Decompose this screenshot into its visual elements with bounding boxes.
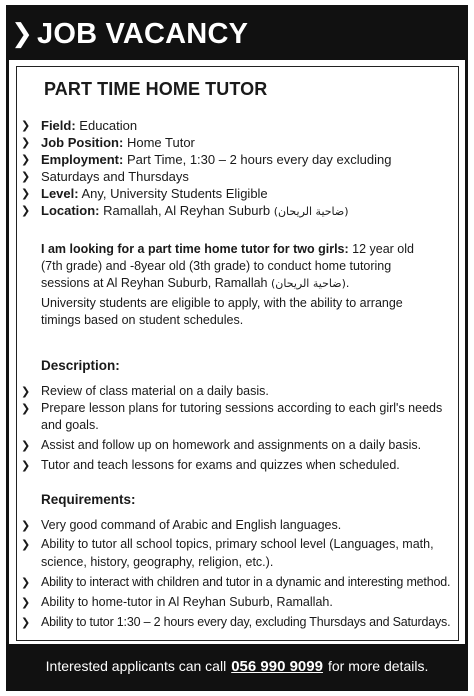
chevron-right-icon: ❯ bbox=[21, 119, 31, 132]
chevron-right-icon: ❯ bbox=[21, 402, 31, 415]
chevron-right-icon: ❯ bbox=[21, 519, 31, 532]
chevron-right-icon: ❯ bbox=[21, 170, 31, 183]
detail-value: Ramallah, Al Reyhan Suburb bbox=[103, 203, 271, 218]
intro-text: . bbox=[345, 276, 350, 290]
detail-value: Home Tutor bbox=[126, 135, 195, 150]
intro-bold: I am looking for a part time home tutor for two girls: bbox=[41, 242, 349, 256]
detail-value: Saturdays and Thursdays bbox=[41, 169, 189, 184]
list-item-text: Ability to tutor all school topics, primary school level (Languages, math, bbox=[41, 537, 434, 551]
chevron-right-icon: ❯ bbox=[21, 136, 31, 149]
list-item-text: Prepare lesson plans for tutoring sessions according to each girl's needs bbox=[41, 401, 443, 415]
list-item-text: Ability to home-tutor in Al Reyhan Suburb, Ramallah. bbox=[41, 595, 333, 609]
list-item-text: Review of class material on a daily basis. bbox=[41, 384, 269, 398]
chevron-right-icon: ❯ bbox=[21, 187, 31, 200]
chevron-right-icon: ❯ bbox=[11, 19, 33, 49]
chevron-right-icon: ❯ bbox=[21, 616, 31, 629]
header-bar bbox=[9, 8, 465, 60]
eligibility-text: University students are eligible to apply, with the ability to arrange bbox=[41, 296, 403, 310]
chevron-right-icon: ❯ bbox=[21, 596, 31, 609]
detail-label: Level: bbox=[41, 186, 79, 201]
intro-text: (7th grade) and -8year old (3th grade) to conduct home tutoring bbox=[41, 259, 392, 273]
chevron-right-icon: ❯ bbox=[21, 153, 31, 166]
chevron-right-icon: ❯ bbox=[21, 576, 31, 589]
requirements-title: Requirements: bbox=[41, 492, 136, 507]
list-item-text: and goals. bbox=[41, 418, 99, 432]
intro-text: 12 year old bbox=[348, 242, 414, 256]
intro-paragraph bbox=[41, 241, 451, 292]
detail-label: Employment: bbox=[41, 152, 124, 167]
eligibility-text: timings based on student schedules. bbox=[41, 313, 244, 327]
list-item-text: Ability to tutor 1:30 – 2 hours every day, excluding Thursdays and Saturdays. bbox=[41, 615, 451, 629]
location-arabic: (ضاحية الريحان) bbox=[273, 205, 349, 218]
detail-value: Education bbox=[79, 118, 138, 133]
description-title: Description: bbox=[41, 358, 120, 373]
intro-arabic: (ضاحية الريحان) bbox=[271, 277, 346, 290]
detail-label: Field: bbox=[41, 118, 76, 133]
list-item-text: Tutor and teach lessons for exams and quizzes when scheduled. bbox=[41, 458, 400, 472]
job-ad bbox=[6, 5, 468, 691]
ad-title: JOB VACANCY bbox=[37, 17, 249, 50]
chevron-right-icon: ❯ bbox=[21, 459, 31, 472]
detail-value: Part Time, 1:30 – 2 hours every day excluding bbox=[126, 152, 392, 167]
intro-text: sessions at Al Reyhan Suburb, Ramallah bbox=[41, 276, 268, 290]
chevron-right-icon: ❯ bbox=[21, 204, 31, 217]
job-heading: PART TIME HOME TUTOR bbox=[44, 79, 268, 99]
ad-body bbox=[16, 66, 459, 641]
list-item-text: science, history, geography, religion, etc.). bbox=[41, 555, 274, 569]
eligibility-paragraph bbox=[41, 295, 451, 329]
phone-number[interactable]: 056 990 9099 bbox=[231, 657, 323, 675]
list-item-text: Very good command of Arabic and English languages. bbox=[41, 518, 342, 532]
detail-label: Job Position: bbox=[41, 135, 124, 150]
chevron-right-icon: ❯ bbox=[21, 538, 31, 551]
chevron-right-icon: ❯ bbox=[21, 439, 31, 452]
detail-label: Location: bbox=[41, 203, 100, 218]
chevron-right-icon: ❯ bbox=[21, 385, 31, 398]
detail-value: Any, University Students Eligible bbox=[81, 186, 268, 201]
footer-text: for more details. bbox=[327, 658, 429, 674]
footer-text: Interested applicants can call bbox=[45, 658, 227, 674]
list-item-text: Ability to interact with children and tutor in a dynamic and interesting method. bbox=[41, 575, 451, 589]
footer-bar bbox=[9, 644, 465, 688]
list-item-text: Assist and follow up on homework and assignments on a daily basis. bbox=[41, 438, 422, 452]
